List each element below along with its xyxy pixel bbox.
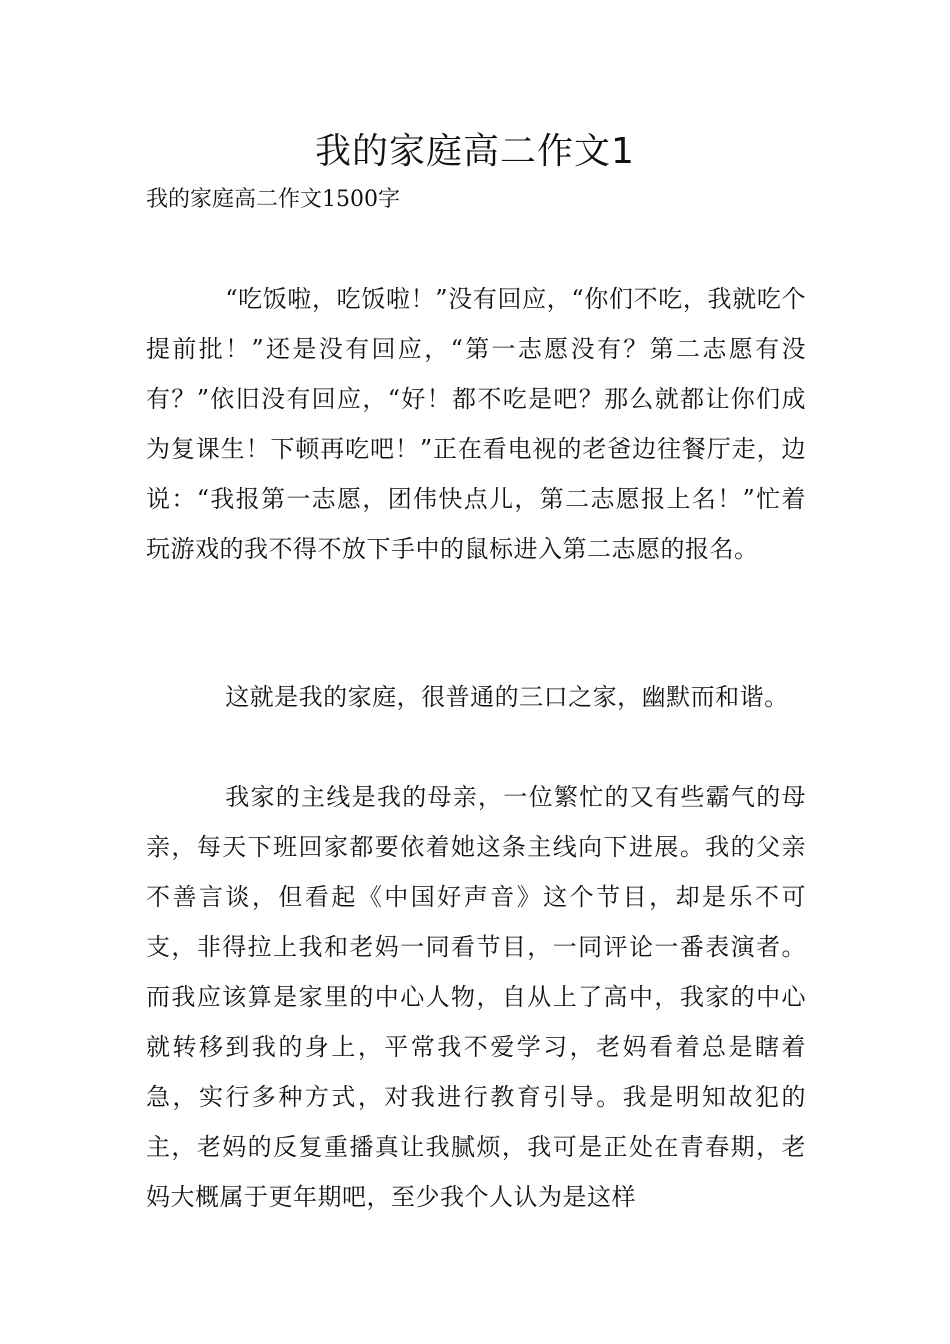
paragraph-1: “吃饭啦，吃饭啦！”没有回应，“你们不吃，我就吃个提前批！”还是没有回应，“第一志愿没有？第二志愿有没有？”依旧没有回应，“好！都不吃是吧？那么就都让你们成为复课生！下顿再吃吧！”正在看电视的老爸边往餐厅走，边说：“我报第一志愿，团伟快点儿，第二志愿报上名！”忙着玩游戏的我不得不放下手中的鼠标进入第二志愿的报名。 [146,285,806,563]
paragraph-3: 我家的主线是我的母亲，一位繁忙的又有些霸气的母亲，每天下班回家都要依着她这条主线向下进展。我的父亲不善言谈，但看起《中国好声音》这个节目，却是乐不可支，非得拉上我和老妈一同看节目，一同评论一番表演者。而我应该算是家里的中心人物，自从上了高中，我家的中心就转移到我的身上，平常我不爱学习，老妈看着总是瞎着急，实行多种方式，对我进行教育引导。我是明知故犯的主，老妈的反复重播真让我腻烦，我可是正处在青春期，老妈大概属于更年期吧，至少我个人认为是这样 [146,783,806,1211]
document-title: 我的家庭高二作文1 [315,131,635,172]
paragraph-2: 这就是我的家庭，很普通的三口之家，幽默而和谐。 [225,683,789,711]
document-subtitle: 我的家庭高二作文1500字 [146,187,400,212]
